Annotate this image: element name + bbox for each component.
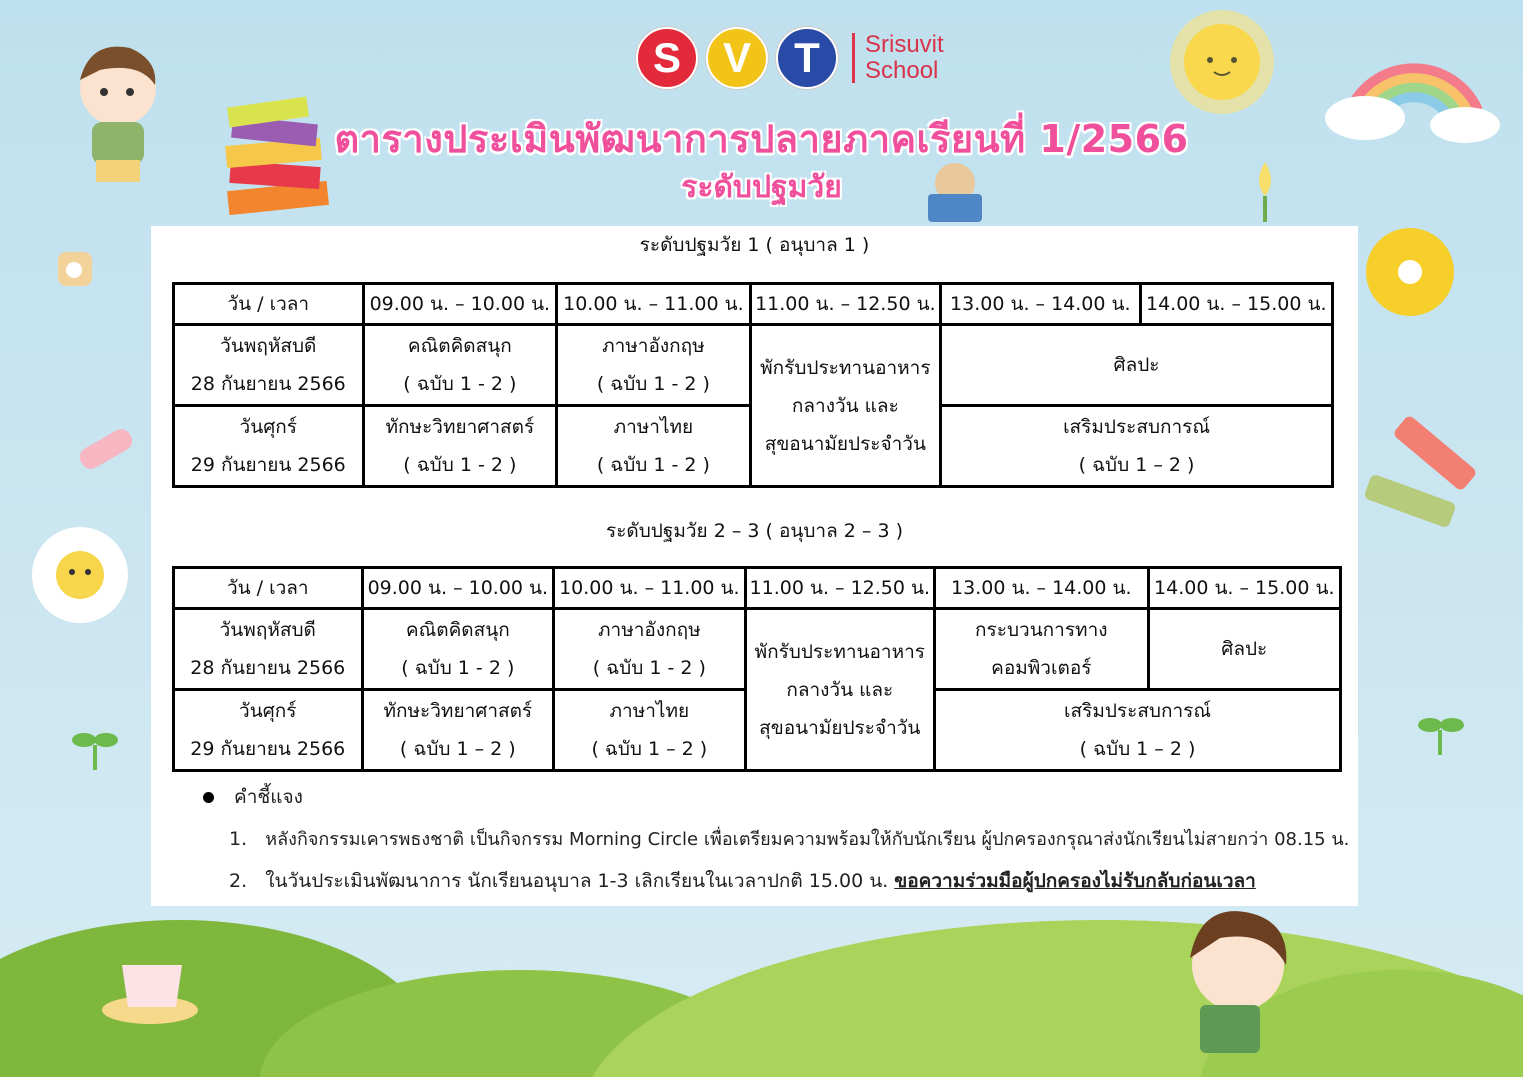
logo-letter-t: T <box>776 27 838 89</box>
day-label: วันศุกร์ <box>239 416 297 438</box>
header-cell: 14.00 น. – 15.00 น. <box>1140 284 1333 325</box>
table-header-row <box>174 284 1333 325</box>
subject-label: ทักษะวิทยาศาสตร์ <box>383 700 533 722</box>
section2-table <box>172 566 1342 772</box>
day-cell <box>174 406 364 487</box>
subject-label: เสริมประสบการณ์ <box>1064 700 1211 722</box>
header-cell: 13.00 น. – 14.00 น. <box>935 568 1149 609</box>
header-cell: 11.00 น. – 12.50 น. <box>750 284 941 325</box>
version-label: ( ฉบับ 1 - 2 ) <box>401 657 515 679</box>
notes-heading-row <box>201 782 1351 812</box>
header-cell: 14.00 น. – 15.00 น. <box>1148 568 1340 609</box>
daisy-icon <box>32 527 128 623</box>
notes-section <box>201 782 1351 896</box>
note-number: 2. <box>229 870 248 892</box>
logo-letter-s: S <box>636 27 698 89</box>
subject-cell <box>557 406 750 487</box>
subject-label: คณิตคิดสนุก <box>405 619 510 641</box>
lunch-line: พักรับประทานอาหาร <box>760 356 931 379</box>
subject-cell: ศิลปะ <box>1148 609 1340 690</box>
version-label: ( ฉบับ 1 – 2 ) <box>1079 738 1196 760</box>
subject-cell <box>362 609 554 690</box>
note-number: 1. <box>229 828 248 850</box>
lunch-cell <box>745 609 934 771</box>
subject-cell <box>362 690 554 771</box>
afternoon-cell: ศิลปะ <box>941 325 1333 406</box>
lunch-line: กลางวัน และ <box>786 678 894 701</box>
subject-label: คอมพิวเตอร์ <box>991 657 1092 679</box>
section2-heading: ระดับปฐมวัย 2 – 3 ( อนุบาล 2 – 3 ) <box>606 520 903 542</box>
logo-name <box>865 32 944 84</box>
logo-letter-v: V <box>706 27 768 89</box>
day-label: วันพฤหัสบดี <box>219 619 316 641</box>
hills-icon <box>0 920 1523 1077</box>
version-label: ( ฉบับ 1 - 2 ) <box>596 373 710 395</box>
note-text: หลังกิจกรรมเคารพธงชาติ เป็นกิจกรรม Morning Circle เพื่อเตรียมความพร้อมให้กับนักเรียน ผู้ปกครองกรุณาส่งนักเรียนไม่สายกว่า 08.15 น. <box>265 829 1350 850</box>
note-emphasis: ขอความร่วมมือผู้ปกครองไม่รับกลับก่อนเวลา <box>894 870 1256 892</box>
note-item <box>229 824 1351 854</box>
toast-icon <box>58 252 92 286</box>
day-cell <box>174 609 363 690</box>
section1-heading: ระดับปฐมวัย 1 ( อนุบาล 1 ) <box>639 234 870 256</box>
subject-cell <box>363 406 557 487</box>
header-cell: 11.00 น. – 12.50 น. <box>745 568 934 609</box>
subject-label: ทักษะวิทยาศาสตร์ <box>385 416 535 438</box>
version-label: ( ฉบับ 1 - 2 ) <box>596 454 710 476</box>
table-header-row <box>174 568 1341 609</box>
subject-cell <box>554 609 745 690</box>
notes-heading: คำชี้แจง <box>234 786 303 808</box>
crayons-icon <box>1363 414 1478 528</box>
subject-label: กระบวนการทาง <box>975 619 1108 641</box>
note-item <box>229 866 1351 896</box>
subject-label: ภาษาไทย <box>609 700 690 722</box>
header-cell: 10.00 น. – 11.00 น. <box>557 284 750 325</box>
day-cell <box>174 325 364 406</box>
version-label: ( ฉบับ 1 – 2 ) <box>591 738 708 760</box>
lunch-cell <box>750 325 941 487</box>
subject-label: เสริมประสบการณ์ <box>1063 416 1211 438</box>
lunch-line: สุขอนามัยประจำวัน <box>764 432 926 455</box>
day-label: วันศุกร์ <box>239 700 297 722</box>
subject-label: คณิตคิดสนุก <box>407 335 512 357</box>
date-label: 29 กันยายน 2566 <box>190 454 346 476</box>
page-subtitle: ระดับปฐมวัย <box>681 170 842 205</box>
lunch-line: พักรับประทานอาหาร <box>754 640 925 663</box>
day-label: วันพฤหัสบดี <box>220 335 317 357</box>
version-label: ( ฉบับ 1 – 2 ) <box>399 738 516 760</box>
subject-label: ภาษาไทย <box>613 416 694 438</box>
day-cell <box>174 690 363 771</box>
logo-name-line1: Srisuvit <box>865 31 944 58</box>
afternoon-cell <box>935 690 1341 771</box>
subject-label: ภาษาอังกฤษ <box>602 335 705 357</box>
version-label: ( ฉบับ 1 – 2 ) <box>1078 454 1195 476</box>
header-cell: วัน / เวลา <box>174 284 364 325</box>
subject-cell <box>557 325 750 406</box>
logo-divider <box>852 33 855 83</box>
lunch-line: สุขอนามัยประจำวัน <box>759 716 921 739</box>
yellow-flower-icon <box>1366 228 1454 316</box>
logo-name-line2: School <box>865 57 939 84</box>
date-label: 28 กันยายน 2566 <box>190 657 346 679</box>
subject-cell <box>363 325 557 406</box>
date-label: 28 กันยายน 2566 <box>190 373 346 395</box>
subject-label: ภาษาอังกฤษ <box>598 619 701 641</box>
table-row <box>174 325 1333 406</box>
sun-icon <box>1170 10 1274 114</box>
version-label: ( ฉบับ 1 - 2 ) <box>403 373 517 395</box>
header-cell: 09.00 น. – 10.00 น. <box>363 284 557 325</box>
date-label: 29 กันยายน 2566 <box>190 738 346 760</box>
subject-cell <box>554 690 745 771</box>
note-text: ในวันประเมินพัฒนาการ นักเรียนอนุบาล 1-3 เลิกเรียนในเวลาปกติ 15.00 น. <box>265 870 889 892</box>
bullet-icon <box>203 792 214 803</box>
header-cell: 09.00 น. – 10.00 น. <box>362 568 554 609</box>
afternoon-cell <box>941 406 1333 487</box>
header-cell: 13.00 น. – 14.00 น. <box>941 284 1140 325</box>
version-label: ( ฉบับ 1 - 2 ) <box>403 454 517 476</box>
candy-icon <box>76 425 135 472</box>
subject-cell <box>935 609 1149 690</box>
version-label: ( ฉบับ 1 - 2 ) <box>592 657 706 679</box>
section1-table <box>172 282 1334 488</box>
header-cell: วัน / เวลา <box>174 568 363 609</box>
schedule-paper <box>151 226 1358 906</box>
table-row <box>174 609 1341 690</box>
header-cell: 10.00 น. – 11.00 น. <box>554 568 745 609</box>
school-logo <box>636 28 944 88</box>
lunch-line: กลางวัน และ <box>791 394 899 417</box>
page-title: ตารางประเมินพัฒนาการปลายภาคเรียนที่ 1/2566 <box>334 117 1189 161</box>
